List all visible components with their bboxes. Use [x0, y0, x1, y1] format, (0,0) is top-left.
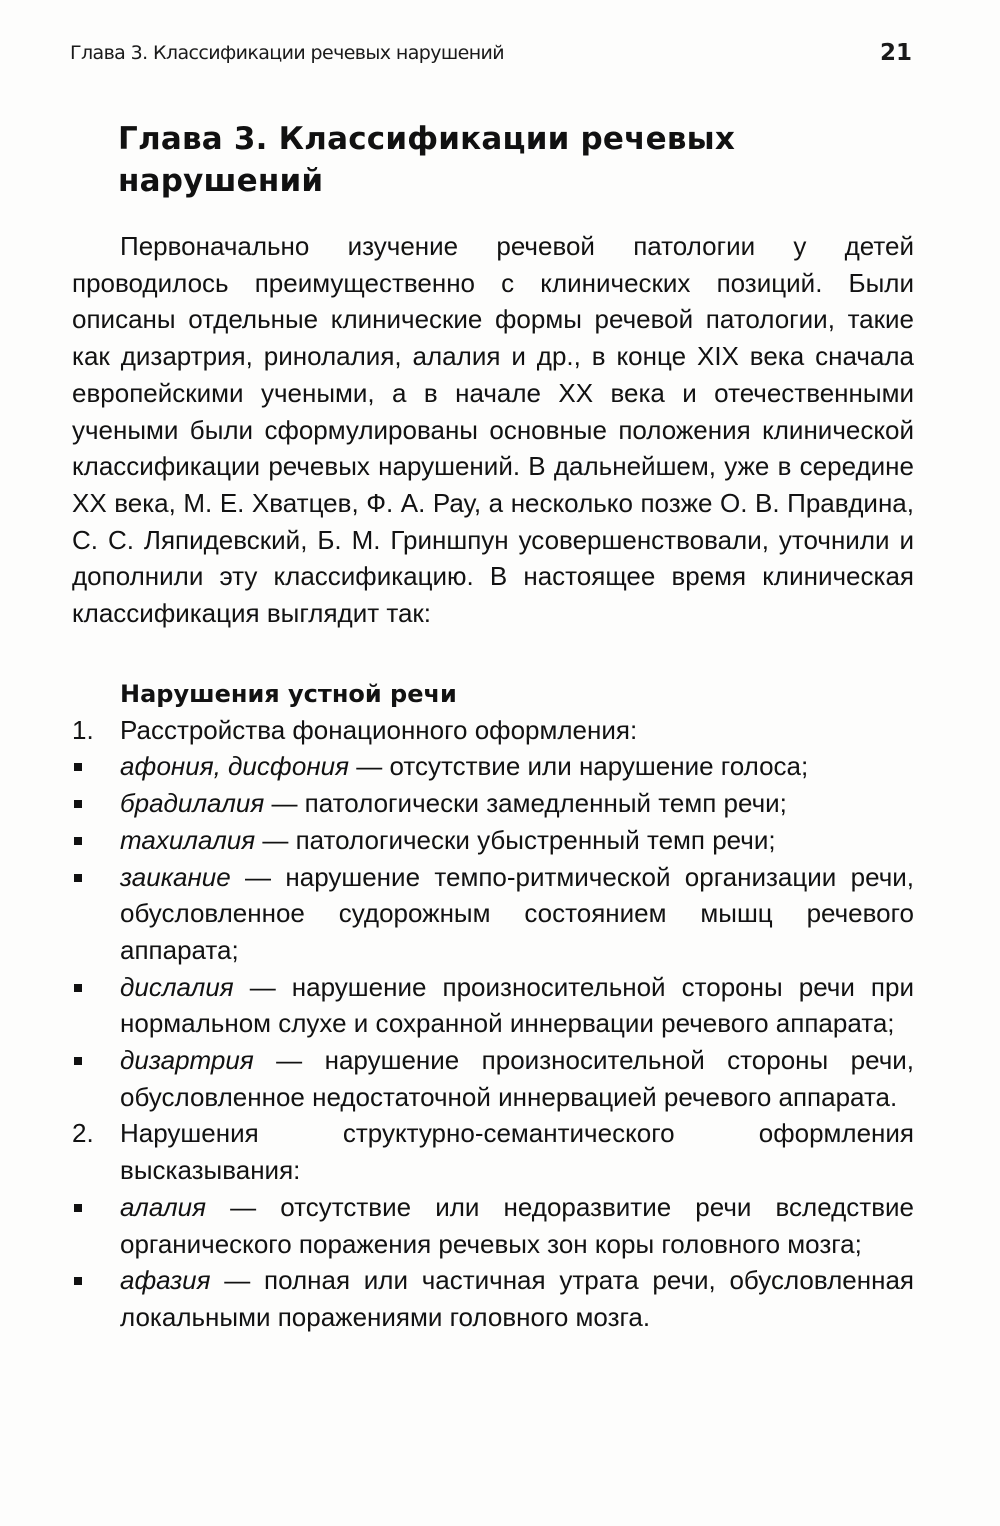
- numbered-item-2: [72, 1115, 914, 1188]
- definition: — нарушение произносительной стороны речи, обусловленное недостаточной иннервацией речевого аппарата.: [120, 1045, 914, 1112]
- definition: — отсутствие или недоразвитие речи вследствие органического поражения речевых зон коры головного мозга;: [120, 1191, 914, 1259]
- list-item: [72, 1189, 914, 1262]
- term: дизартрия: [120, 1045, 254, 1076]
- definition: — патологически замедленный темп речи;: [264, 788, 787, 819]
- term: афазия: [120, 1265, 211, 1296]
- term: тахилалия: [120, 824, 256, 855]
- running-title: Глава 3. Классификации речевых нарушений: [70, 42, 505, 64]
- definition: — нарушение произносительной стороны речи при нормальном слухе и сохранной иннервации речевого аппарата;: [120, 971, 914, 1039]
- bullet-icon: [74, 1277, 82, 1285]
- definition: — полная или частичная утрата речи, обусловленная локальными поражениями головного мозга.: [120, 1265, 914, 1332]
- term: дислалия: [120, 971, 234, 1002]
- item-number: 1.: [72, 714, 94, 745]
- bullet-icon: [74, 984, 82, 992]
- definition: — патологически убыстренный темп речи;: [255, 824, 776, 855]
- list-item: [72, 859, 914, 969]
- definition: — отсутствие или нарушение голоса;: [349, 751, 809, 782]
- bullet-icon: [74, 874, 82, 882]
- term: заикание: [120, 861, 231, 892]
- list-item: [72, 969, 914, 1042]
- running-header: [70, 40, 912, 70]
- term: брадилалия: [120, 788, 265, 819]
- bullet-icon: [74, 763, 82, 771]
- group-title: Нарушения структурно-семантического оформления высказывания:: [120, 1118, 914, 1186]
- list-item: [72, 748, 914, 785]
- list-item: [72, 785, 914, 822]
- term: афония, дисфония: [120, 751, 349, 782]
- term: алалия: [120, 1191, 207, 1222]
- bullet-icon: [74, 1204, 82, 1212]
- list-item: [72, 1042, 914, 1115]
- page-number: 21: [879, 40, 912, 66]
- section-heading-oral-speech: Нарушения устной речи: [120, 679, 457, 708]
- chapter-title: Глава 3. Классификации речевых нарушений: [118, 121, 736, 199]
- group-title: Расстройства фонационного оформления:: [120, 714, 638, 745]
- bullet-icon: [74, 800, 82, 808]
- bullet-icon: [74, 837, 82, 845]
- item-number: 2.: [72, 1118, 94, 1149]
- list-item: [72, 1262, 914, 1335]
- intro-paragraph: Первоначально изучение речевой патологии у детей проводилось преимущественно с клинических позиций. Были описаны отдельные клинические формы речевой патологии, такие как дизартрия, ринолалия, алалия и др., в конце XIX века сначала европейскими учеными, а в начале XX века и отечественными учеными были сформулированы основные положения клинической классификации речевых нарушений. В дальнейшем, уже в середине XX века, М. Е. Хватцев, Ф. А. Рау, а несколько позже О. В. Правдина, С. С. Ляпидевский, Б. М. Гриншпун усовершенствовали, уточнили и дополнили эту классификацию. В настоящее время клиническая классификация выглядит так:: [72, 231, 914, 629]
- body-text: [72, 228, 914, 1336]
- numbered-item-1: [72, 712, 914, 749]
- definition: — нарушение темпо-ритмической организации речи, обусловленное судорожным состоянием мышц речевого аппарата;: [120, 861, 914, 965]
- bullet-icon: [74, 1057, 82, 1065]
- list-item: [72, 822, 914, 859]
